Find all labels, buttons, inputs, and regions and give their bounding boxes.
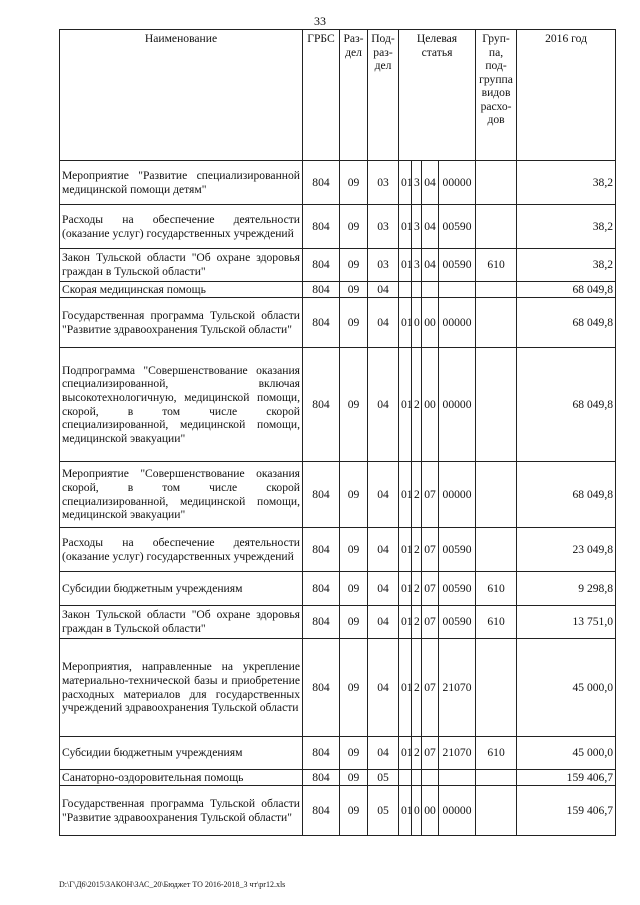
header-razdel: Раз-дел (340, 30, 368, 161)
row-target-event: 00 (422, 786, 439, 836)
row-target-program: 01 (399, 298, 412, 348)
row-target-event: 07 (422, 606, 439, 639)
row-razdel: 09 (340, 282, 368, 298)
row-name: Скорая медицинская помощь (60, 282, 303, 298)
row-grbs: 804 (303, 348, 340, 462)
row-target-subprogram: 2 (412, 462, 422, 528)
row-target-direction: 00000 (439, 298, 476, 348)
row-amount: 38,2 (517, 161, 616, 205)
row-podrazdel: 04 (368, 737, 399, 770)
row-target-program: 01 (399, 606, 412, 639)
table-row (60, 348, 616, 462)
row-amount: 38,2 (517, 249, 616, 282)
row-name: Субсидии бюджетным учреждениям (60, 737, 303, 770)
table-row (60, 606, 616, 639)
table-row (60, 770, 616, 786)
row-razdel: 09 (340, 161, 368, 205)
row-target-direction: 21070 (439, 737, 476, 770)
table-row (60, 282, 616, 298)
table-row (60, 572, 616, 606)
row-razdel: 09 (340, 348, 368, 462)
table-row (60, 528, 616, 572)
row-razdel: 09 (340, 528, 368, 572)
row-target-event: 00 (422, 348, 439, 462)
row-amount: 68 049,8 (517, 462, 616, 528)
row-grbs: 804 (303, 205, 340, 249)
row-name: Мероприятие "Совершенствование оказания скорой, в том числе скорой специализированной, медицинской помощи, медицинской эвакуации" (60, 462, 303, 528)
header-podrazdel: Под-раз-дел (368, 30, 399, 161)
row-target-program: 01 (399, 528, 412, 572)
row-grbs: 804 (303, 528, 340, 572)
row-name: Мероприятия, направленные на укрепление материально-технической базы и приобретение расходных материалов для государственных учреждений здравоохранения Тульской области (60, 639, 303, 737)
row-target-direction: 00590 (439, 528, 476, 572)
table-row (60, 205, 616, 249)
table-row (60, 786, 616, 836)
row-target-program: 01 (399, 249, 412, 282)
row-target-event: 07 (422, 462, 439, 528)
row-podrazdel: 04 (368, 606, 399, 639)
row-target-direction: 00590 (439, 606, 476, 639)
row-name: Расходы на обеспечение деятельности (оказание услуг) государственных учреждений (60, 528, 303, 572)
row-podrazdel: 03 (368, 249, 399, 282)
row-grbs: 804 (303, 462, 340, 528)
row-target-program: 01 (399, 348, 412, 462)
row-grbs: 804 (303, 249, 340, 282)
row-target-event: 04 (422, 249, 439, 282)
row-expense-group (476, 282, 517, 298)
row-podrazdel: 04 (368, 572, 399, 606)
row-target-event: 07 (422, 639, 439, 737)
row-target-direction: 00590 (439, 249, 476, 282)
row-target-event: 07 (422, 572, 439, 606)
row-target-program: 01 (399, 737, 412, 770)
row-target-subprogram: 3 (412, 205, 422, 249)
row-podrazdel: 03 (368, 161, 399, 205)
table-row (60, 737, 616, 770)
row-name: Расходы на обеспечение деятельности (оказание услуг) государственных учреждений (60, 205, 303, 249)
page-number: 33 (314, 14, 326, 28)
row-target-direction: 00000 (439, 161, 476, 205)
row-name: Государственная программа Тульской области "Развитие здравоохранения Тульской области" (60, 786, 303, 836)
table-row (60, 298, 616, 348)
row-razdel: 09 (340, 462, 368, 528)
row-target-subprogram: 3 (412, 249, 422, 282)
row-target-subprogram: 2 (412, 606, 422, 639)
row-target-subprogram (412, 770, 422, 786)
row-target-direction: 00000 (439, 462, 476, 528)
row-razdel: 09 (340, 770, 368, 786)
header-expense-group: Груп-па, под-группа видов расхо-дов (476, 30, 517, 161)
row-name: Мероприятие "Развитие специализированной медицинской помощи детям" (60, 161, 303, 205)
row-amount: 68 049,8 (517, 348, 616, 462)
row-expense-group (476, 786, 517, 836)
table-row (60, 639, 616, 737)
row-expense-group: 610 (476, 249, 517, 282)
row-podrazdel: 04 (368, 348, 399, 462)
row-expense-group: 610 (476, 572, 517, 606)
row-razdel: 09 (340, 737, 368, 770)
row-target-event: 00 (422, 298, 439, 348)
row-target-subprogram: 2 (412, 572, 422, 606)
row-target-event: 07 (422, 737, 439, 770)
row-expense-group (476, 298, 517, 348)
row-name: Санаторно-оздоровительная помощь (60, 770, 303, 786)
row-target-direction: 00000 (439, 786, 476, 836)
row-target-program (399, 282, 412, 298)
row-razdel: 09 (340, 249, 368, 282)
row-name: Закон Тульской области "Об охране здоровья граждан в Тульской области" (60, 249, 303, 282)
row-razdel: 09 (340, 786, 368, 836)
row-target-direction: 21070 (439, 639, 476, 737)
row-podrazdel: 04 (368, 298, 399, 348)
file-path-footer: D:\Г\Д6\2015\ЗАКОН\ЗАС_20\Бюджет ТО 2016-2018_3 чт\pr12.xls (59, 880, 286, 889)
header-target-article: Целевая статья (399, 30, 476, 161)
row-target-subprogram: 0 (412, 786, 422, 836)
row-expense-group (476, 462, 517, 528)
row-target-subprogram: 2 (412, 348, 422, 462)
row-target-direction (439, 282, 476, 298)
row-target-subprogram: 0 (412, 298, 422, 348)
row-razdel: 09 (340, 205, 368, 249)
table-row (60, 462, 616, 528)
row-target-event: 04 (422, 161, 439, 205)
row-target-subprogram: 2 (412, 639, 422, 737)
row-target-subprogram: 3 (412, 161, 422, 205)
row-grbs: 804 (303, 737, 340, 770)
row-target-subprogram: 2 (412, 528, 422, 572)
row-razdel: 09 (340, 606, 368, 639)
row-grbs: 804 (303, 606, 340, 639)
row-podrazdel: 03 (368, 205, 399, 249)
row-target-program: 01 (399, 572, 412, 606)
row-target-program (399, 770, 412, 786)
row-name: Субсидии бюджетным учреждениям (60, 572, 303, 606)
row-amount: 159 406,7 (517, 770, 616, 786)
header-name: Наименование (60, 30, 303, 161)
row-amount: 68 049,8 (517, 298, 616, 348)
row-amount: 38,2 (517, 205, 616, 249)
table-body (60, 161, 616, 836)
table-header (60, 30, 616, 161)
row-expense-group (476, 205, 517, 249)
row-target-event (422, 770, 439, 786)
row-podrazdel: 04 (368, 462, 399, 528)
table-row (60, 249, 616, 282)
row-grbs: 804 (303, 572, 340, 606)
row-target-subprogram: 2 (412, 737, 422, 770)
table-row (60, 161, 616, 205)
row-amount: 9 298,8 (517, 572, 616, 606)
row-podrazdel: 05 (368, 786, 399, 836)
row-name: Подпрограмма "Совершенствование оказания специализированной, включая высокотехнологичную, медицинской помощи, скорой, в том числе скорой специализированной, медицинской помощи, медицинской эвакуации" (60, 348, 303, 462)
row-grbs: 804 (303, 298, 340, 348)
row-expense-group: 610 (476, 737, 517, 770)
row-target-direction: 00590 (439, 205, 476, 249)
row-grbs: 804 (303, 786, 340, 836)
row-target-event (422, 282, 439, 298)
row-grbs: 804 (303, 770, 340, 786)
row-amount: 23 049,8 (517, 528, 616, 572)
row-amount: 159 406,7 (517, 786, 616, 836)
row-amount: 45 000,0 (517, 639, 616, 737)
row-podrazdel: 04 (368, 282, 399, 298)
row-target-subprogram (412, 282, 422, 298)
row-target-program: 01 (399, 205, 412, 249)
row-target-program: 01 (399, 161, 412, 205)
row-target-program: 01 (399, 639, 412, 737)
row-name: Государственная программа Тульской области "Развитие здравоохранения Тульской области" (60, 298, 303, 348)
row-expense-group (476, 348, 517, 462)
row-target-direction (439, 770, 476, 786)
row-expense-group (476, 161, 517, 205)
row-grbs: 804 (303, 282, 340, 298)
row-amount: 45 000,0 (517, 737, 616, 770)
row-razdel: 09 (340, 572, 368, 606)
row-target-program: 01 (399, 786, 412, 836)
row-expense-group (476, 528, 517, 572)
row-target-event: 04 (422, 205, 439, 249)
row-podrazdel: 04 (368, 528, 399, 572)
row-razdel: 09 (340, 298, 368, 348)
row-grbs: 804 (303, 161, 340, 205)
header-year-2016: 2016 год (517, 30, 616, 161)
row-name: Закон Тульской области "Об охране здоровья граждан в Тульской области" (60, 606, 303, 639)
row-target-program: 01 (399, 462, 412, 528)
row-expense-group (476, 770, 517, 786)
row-grbs: 804 (303, 639, 340, 737)
budget-table (59, 29, 616, 836)
row-target-direction: 00000 (439, 348, 476, 462)
row-expense-group (476, 639, 517, 737)
row-amount: 68 049,8 (517, 282, 616, 298)
row-target-direction: 00590 (439, 572, 476, 606)
header-grbs: ГРБС (303, 30, 340, 161)
header-row (60, 30, 616, 161)
row-expense-group: 610 (476, 606, 517, 639)
row-amount: 13 751,0 (517, 606, 616, 639)
row-razdel: 09 (340, 639, 368, 737)
row-target-event: 07 (422, 528, 439, 572)
row-podrazdel: 05 (368, 770, 399, 786)
row-podrazdel: 04 (368, 639, 399, 737)
